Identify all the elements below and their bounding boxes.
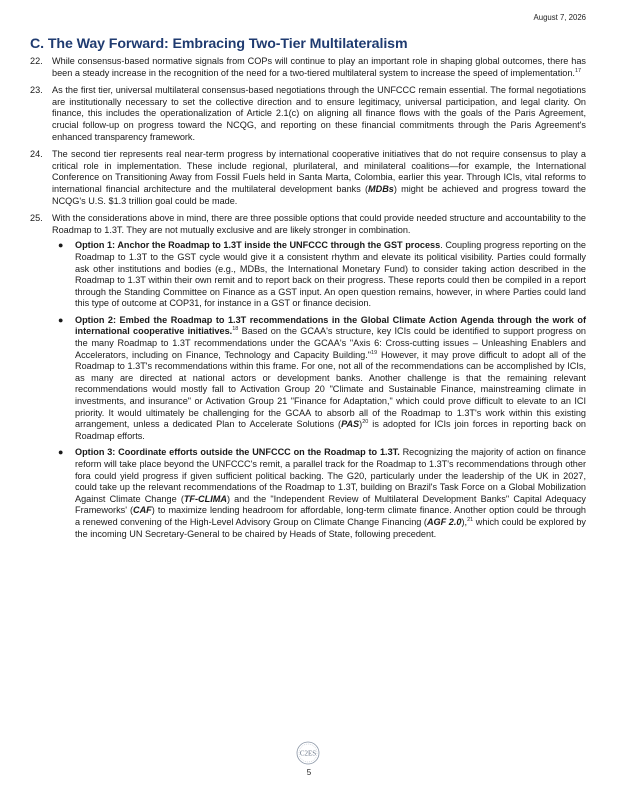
paragraph-25 [30, 213, 586, 545]
option-body [75, 240, 586, 310]
paragraph-text: While consensus-based normative signals from COPs will continue to play an important role in shaping global outcomes, there has been a steady increase in the recognition of the need for a two-tiered multilateral system to increase the speed of implementation. [52, 56, 586, 78]
option-title: Option 2: Embed the Roadmap to 1.3T recommendations in the Global Climate Action Agenda through the work of international cooperative initiatives. [75, 314, 586, 337]
option-body [75, 315, 586, 443]
c2es-logo-icon [296, 741, 320, 765]
option-text: . Coupling progress reporting on the Roadmap to 1.3T to the GST cycle would give it a consistent rhythm and elevate its political visibility. Parties could formally ask other institutions and bodies (e.g., MDBs, the International Monetary Fund) to consider taking action described in the Roadmap to 1.3T within their own remit and to report back on their progress. These reports could then be compiled in a report through the Standing Committee on Finance as a GST input. An open question remains, however, in where Parties could land this type of outcome at COP31, for instance in a GST or finance decision. [75, 240, 586, 309]
bullet-icon: ● [58, 314, 64, 325]
option-3 [52, 447, 586, 540]
paragraph-23 [30, 85, 586, 143]
page-number: 5 [306, 768, 312, 777]
abbreviation: MDBs [368, 183, 394, 194]
option-title: Option 1: Anchor the Roadmap to 1.3T inside the UNFCCC through the GST process [75, 240, 441, 251]
abbreviation: TF-CLIMA [183, 493, 227, 504]
footnote-ref[interactable]: 21 [467, 516, 474, 523]
document-date: August 7, 2026 [533, 13, 586, 22]
option-text: Based on the GCAA's structure, key ICIs could be identified to support progress on the many Roadmap to 1.3T recommendations under the GCAA's "Axis 6: Cross-cutting issues – Unleashing Enablers and Accelerators, including on Finance, Technology and Capacity Building." [75, 326, 586, 360]
option-text: Recognizing the majority of action on finance reform will take place beyond the UNFCCC's remit, a parallel track for the Roadmap to 1.3T's recommendations through other fora could yield progress if given sufficient political backing. The G20, particularly under the leadership of the UK in 2027, could take up the relevant recommendations of the Roadmap to 1.3T, building on Brazil's Task Force on a Global Mobilization Against Climate Change ( [75, 447, 586, 504]
option-text: ) and the "Independent Review of Multilateral Development Banks" Capital Adequacy Frameworks' ( [75, 493, 586, 516]
footnote-ref[interactable]: 20 [362, 419, 369, 426]
abbreviation: CAF [133, 505, 152, 516]
options-list [52, 240, 586, 540]
paragraph-number: 25. [30, 213, 43, 224]
footnote-ref[interactable]: 19 [371, 349, 378, 356]
paragraph-text: ) might be achieved and progress toward the NCQG's U.S. $1.3 trillion goal could be made. [52, 183, 586, 206]
footnote-ref[interactable]: 17 [574, 67, 582, 74]
paragraph-body [52, 56, 586, 79]
paragraph-body [52, 213, 586, 545]
paragraph-body [52, 149, 586, 207]
paragraph-number: 23. [30, 85, 43, 96]
abbreviation: PAS [341, 419, 360, 430]
section-heading: C. The Way Forward: Embracing Two-Tier Multilateralism [30, 36, 408, 52]
bullet-icon: ● [58, 447, 64, 458]
logo-text: C2ES [299, 749, 317, 758]
paragraph-number: 24. [30, 149, 43, 160]
option-body [75, 447, 586, 540]
option-text: ), [461, 516, 468, 527]
option-text: ) [359, 419, 363, 430]
option-title: Option 3: Coordinate efforts outside the UNFCCC on the Roadmap to 1.3T. [75, 447, 400, 458]
option-text: is adopted for ICIs join forces in reporting back on Roadmap efforts. [75, 419, 586, 441]
paragraph-text: The second tier represents real near-term progress by international cooperative initiatives that do not require consensus to play a critical role in implementation. These include regional, plurilateral, and minilateral coalitions—for example, the International Conference on Transitioning Away from Fossil Fuels held in Santa Marta, Colombia, earlier this year. Through ICIs, vital reforms to international financial architecture and the multilateral development banks ( [52, 149, 586, 194]
footnote-ref[interactable]: 18 [232, 326, 239, 333]
paragraph-24 [30, 149, 586, 207]
option-2 [52, 315, 586, 443]
page-content [30, 36, 586, 551]
paragraph-body: As the first tier, universal multilateral consensus-based negotiations through the UNFCCC remain essential. The formal negotiations are institutionally necessary to set the collective direction and to ensure legitimacy, universal participation, and legal clarity. On finance, this includes the operationalization of Article 2.1(c) on aligning all finance flows with the goals of the Paris Agreement, crucial follow-up on progress toward the NCQG, and reporting on these financial commitments through the Paris Agreement's enhanced transparency framework. [52, 85, 586, 142]
paragraph-number: 22. [30, 56, 43, 66]
option-text: which could be explored by the incoming UN Secretary-General to be chaired by Heads of State, following precedent. [75, 516, 586, 539]
paragraph-22 [30, 56, 586, 79]
option-1 [52, 240, 586, 310]
paragraph-text: With the considerations above in mind, there are three possible options that could provide needed structure and accountability to the Roadmap to 1.3T. They are not mutually exclusive and are likely stronger in combination. [52, 213, 586, 235]
option-text: ) to maximize lending headroom for affordable, long-term climate finance. Another option could be through a renewed convening of the High-Level Advisory Group on Climate Change Financing ( [75, 505, 586, 527]
option-text: However, it may prove difficult to adopt all of the Roadmap to 1.3T's recommendations within this frame. For one, not all of the recommendations can be accomplished by ICIs, as many are directed at national actors or development banks. Another challenge is that the remaining relevant recommendations would mostly fall to Activation Group 20 "Climate and Sustainable Finance, mainstreaming climate in investments, and insurance" or Activation Group 21 "Finance for Adaptation," which could prove difficult to elevate to an ICI priority. It would ultimately be challenging for the GCAA to absorb all of the Roadmap to 1.3T's work within this existing arrangement, unless a dedicated Plan to Accelerate Solutions ( [75, 349, 586, 430]
abbreviation: AGF 2.0 [426, 516, 462, 527]
bullet-icon: ● [58, 240, 64, 251]
